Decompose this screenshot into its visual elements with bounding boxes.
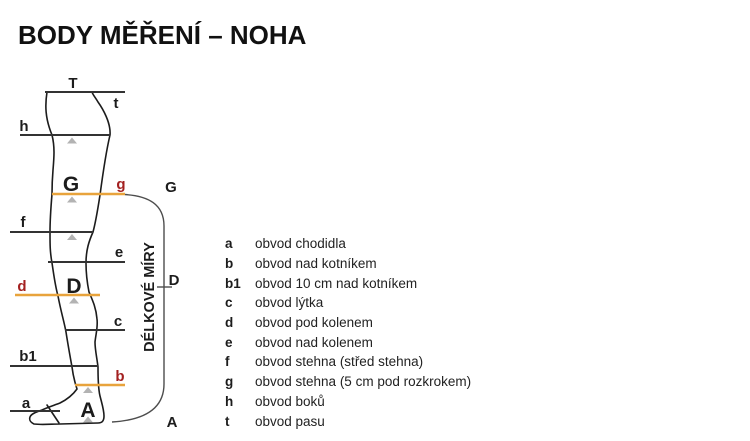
foot-instep-line-icon (47, 405, 59, 423)
legend-key: g (225, 374, 234, 390)
legend-label: obvod boků (255, 393, 325, 409)
label-T: T (68, 75, 78, 92)
page-title: BODY MĚŘENÍ – NOHA (18, 20, 307, 50)
legend-row-b (225, 254, 471, 274)
label-f: f (20, 214, 26, 231)
legend-row-e (225, 332, 471, 352)
marker-g-icon (67, 197, 77, 203)
label-G-big: G (62, 173, 80, 196)
leg-measurement-diagram (0, 0, 210, 441)
legend-label: obvod stehna (střed stehna) (255, 354, 424, 370)
bracket-label-D: D (168, 272, 180, 289)
legend-label: obvod nad kolenem (255, 334, 373, 350)
label-c: c (113, 313, 123, 330)
label-g: g (116, 176, 126, 193)
label-a: a (21, 395, 31, 412)
legend-label: obvod pod kolenem (255, 315, 373, 331)
label-e: e (114, 244, 124, 261)
legend-row-c (225, 293, 471, 313)
legend-key: c (225, 295, 233, 311)
legend-row-g (225, 372, 471, 392)
legend-row-t (225, 411, 471, 431)
legend-label: obvod stehna (5 cm pod rozkrokem) (255, 374, 472, 390)
label-h: h (19, 118, 29, 135)
legend-key: b (225, 256, 234, 272)
legend-row-f (225, 352, 471, 372)
legend-label: obvod 10 cm nad kotníkem (255, 275, 418, 291)
marker-f-icon (67, 234, 77, 240)
marker-d-icon (69, 298, 79, 304)
label-D-big: D (66, 275, 82, 298)
length-measures-title: DÉLKOVÉ MÍRY (142, 242, 158, 352)
legend-row-b1 (225, 273, 471, 293)
legend-key: b1 (225, 275, 241, 291)
legend-key: d (225, 315, 234, 331)
legend-key: t (225, 413, 230, 429)
label-t: t (113, 95, 119, 112)
legend-row-h (225, 392, 471, 412)
bracket-label-G: G (165, 179, 177, 196)
legend-label: obvod chodidla (255, 236, 346, 252)
label-b1: b1 (19, 348, 37, 365)
label-A-big: A (80, 399, 96, 422)
legend-key: f (225, 354, 230, 370)
legend-label: obvod lýtka (255, 295, 324, 311)
bracket-label-A: A (166, 414, 178, 431)
legend-row-a (225, 234, 471, 254)
label-b: b (115, 368, 125, 385)
legend (225, 234, 471, 431)
marker-b-icon (83, 387, 93, 393)
marker-h-icon (67, 138, 77, 144)
legend-key: e (225, 334, 233, 350)
legend-key: h (225, 393, 234, 409)
legend-label: obvod nad kotníkem (255, 256, 377, 272)
label-d: d (17, 278, 27, 295)
legend-row-d (225, 313, 471, 333)
legend-label: obvod pasu (255, 413, 325, 429)
legend-key: a (225, 236, 233, 252)
